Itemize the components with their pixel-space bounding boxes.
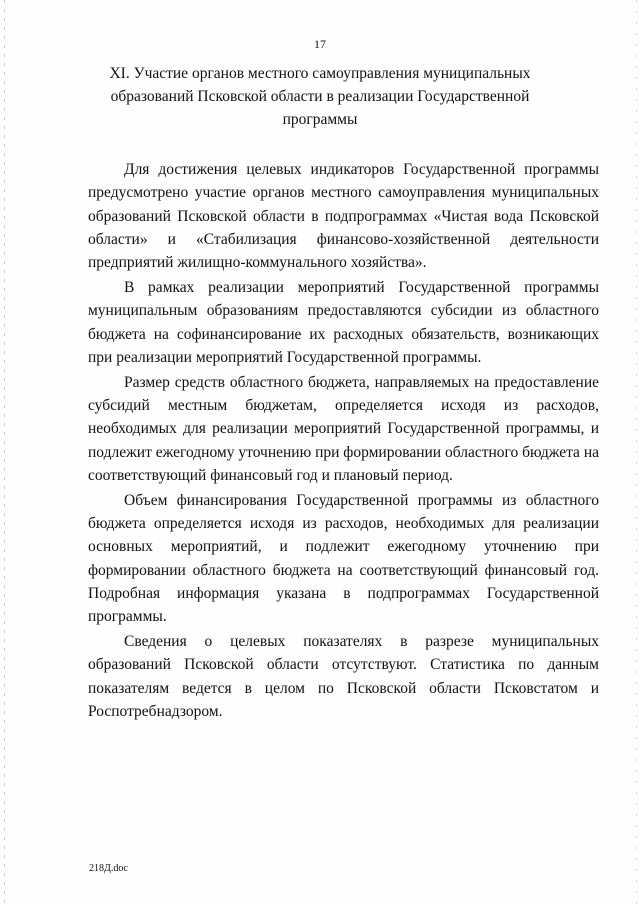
page-number: 17	[314, 37, 326, 51]
paragraph-4: Объем финансирования Государственной программы из областного бюджета определяется исходя из расходов, необходимых для реализации основных мероприятий, и подлежит ежегодному уточнению при формировании областного бюджета на соответствующий финансовый год. Подробная информация указана в подпрограммах Государственной программы.	[88, 491, 599, 626]
scan-edge-right	[636, 0, 637, 905]
paragraph-1: Для достижения целевых индикаторов Государственной программы предусмотрено участие органов местного самоуправления муниципальных образований Псковской области в подпрограммах «Чистая вода Псковской области» и «Стабилизация финансово-хозяйственной деятельности предприятий жилищно-коммунального хозяйства».	[88, 161, 599, 272]
section-heading: XI. Участие органов местного самоуправления муниципальных образований Псковской области в реализации Государственной программы	[109, 65, 531, 128]
paragraph-3: Размер средств областного бюджета, направляемых на предоставление субсидий местным бюджетам, определяется исходя из расходов, необходимых для реализации мероприятий Государственной программы, и подлежит ежегодному уточнению при формировании областного бюджета на соответствующий финансовый год и плановый период.	[88, 373, 599, 484]
footer-filename: 218Д.doc	[89, 863, 128, 874]
body-text	[88, 158, 599, 725]
scan-edge-left	[4, 0, 5, 905]
paragraph-5: Сведения о целевых показателях в разрезе муниципальных образований Псковской области отсутствуют. Статистика по данным показателям ведется в целом по Псковской области Псковстатом и Роспотребнадзором.	[88, 632, 599, 720]
paragraph-2: В рамках реализации мероприятий Государственной программы муниципальным образованиям предоставляются субсидии из областного бюджета на софинансирование их расходных обязательств, возникающих при реализации мероприятий Государственной программы.	[88, 278, 599, 366]
